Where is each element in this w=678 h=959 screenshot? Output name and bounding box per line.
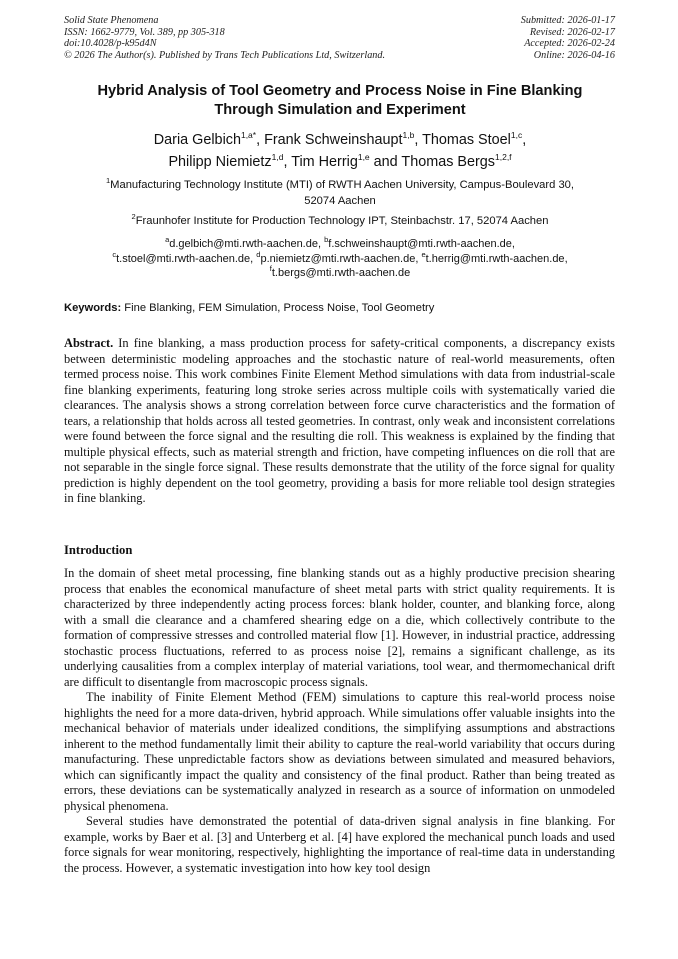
email-key: a <box>165 235 170 244</box>
submission-dates <box>521 15 615 61</box>
affiliation-number: 2 <box>131 212 136 221</box>
author-name: Thomas Stoel <box>422 132 511 148</box>
keywords-label: Keywords: <box>64 302 122 314</box>
email-key: e <box>421 249 426 259</box>
abstract-text: In fine blanking, a mass production process for safety-critical components, a discrepancy exists between deterministic modeling approaches and the stochastic nature of real-world measurements, often termed process noise. This work combines Finite Element Method simulations with data from industrial-scale fine blanking experiments, featuring long stroke series across multiple coils with systematically varied die clearances. The analysis shows a strong correlation between force curve characteristics and the formation of tears, a relationship that holds across all tested geometries. In contrast, only weak and inconsistent correlations were found between the force signal and the resulting die roll. This weakness is explained by the finding that multiple physical effects, such as material strength and friction, have competing influences on die roll that are not separable in the single force signal. These results demonstrate that the utility of the force signal for quality prediction is highly dependent on the tool geometry, providing a basis for more reliable tool design strategies in fine blanking. <box>64 336 615 505</box>
abstract-label: Abstract. <box>64 336 114 350</box>
author-separator: , <box>522 132 527 148</box>
keywords-text: Fine Blanking, FEM Simulation, Process Noise, Tool Geometry <box>121 302 435 314</box>
author-affil-marker: 1,a* <box>240 130 257 140</box>
paper-title <box>40 82 640 120</box>
journal-name: Solid State Phenomena <box>64 15 159 26</box>
email-key: b <box>324 235 329 244</box>
author-affil-marker: 1,2,f <box>495 152 512 162</box>
section-heading-introduction: Introduction <box>64 543 133 557</box>
author-name: Thomas Bergs <box>401 154 495 170</box>
intro-paragraph: The inability of Finite Element Method (FEM) simulations to capture this real-world process noise highlights the need for a more data-driven, hybrid approach. While simulations offer valuable insights into the mechanical behavior of materials under idealized conditions, the simplifying assumptions and abstractions inherent to the method fundamentally limit their ability to capture the real-world variability that occurs during manufacturing. These unpredictable factors show as deviations between simulated and measured behaviors, which can significantly impact the quality and consistency of the final product. Rather than being treated as errors, these deviations can be systematically analyzed in research as a source of information on unmodeled physical phenomena. <box>64 690 615 813</box>
submitted-date: Submitted: 2026-01-17 <box>520 15 615 26</box>
author-name: Tim Herrig <box>291 154 358 170</box>
online-date: Online: 2026-04-16 <box>533 49 615 61</box>
journal-header <box>64 15 385 61</box>
journal-issn: ISSN: 1662-9779, Vol. 389, pp 305-318 <box>64 26 225 38</box>
author-emails <box>40 237 640 281</box>
author-separator: and <box>369 154 402 170</box>
email-line-1: $^a$d.gelbich@mti.rwth-aachen.de, $^b$f.schweinshaupt@mti.rwth-aachen.de, <box>165 235 515 250</box>
author-separator: , <box>256 132 265 148</box>
author-name: Daria Gelbich <box>153 132 241 148</box>
affiliation-text-cont: 52074 Aachen <box>304 195 376 207</box>
email-link[interactable]: p.niemietz@mti.rwth-aachen.de <box>260 252 416 265</box>
journal-copyright: © 2026 The Author(s). Published by Trans Tech Publications Ltd, Switzerland. <box>64 49 386 61</box>
author-line-2 <box>40 151 640 173</box>
author-separator: , <box>414 132 423 148</box>
author-separator: , <box>283 154 292 170</box>
email-key: f <box>269 264 272 273</box>
email-line-2: $^c$t.stoel@mti.rwth-aachen.de, $^d$p.niemietz@mti.rwth-aachen.de, $^e$t.herrig@mti.rwth-aachen.de, <box>112 249 568 265</box>
affiliation-number: 1 <box>105 176 111 185</box>
intro-paragraph: In the domain of sheet metal processing, fine blanking stands out as a highly productive precision shearing process that enables the economical manufacture of sheet metal parts with strict quality requirements. It is characterized by three independently acting process forces: blank holder, counter, and blanking force, along with a small die clearance and a chamfered shearing edge on a die, which collectively contribute to the formation of compressive stresses and controlled material flow [1]. However, in industrial practice, addressing stochastic process fluctuations, referred to as process noise [2], remains a significant challenge, as its underlying causalities from a complex interplay of material variations, tool wear, and thermomechanical drift are difficult to disentangle from macroscopic process signals. <box>64 566 615 689</box>
affiliation-1 <box>40 177 640 209</box>
accepted-date: Accepted: 2026-02-24 <box>524 38 615 50</box>
author-name: Philipp Niemietz <box>168 154 272 170</box>
affiliation-text: Manufacturing Technology Institute (MTI) of RWTH Aachen University, Campus-Boulevard 30, <box>110 179 575 191</box>
author-affil-marker: 1,d <box>271 152 284 162</box>
author-list <box>40 129 640 173</box>
title-line-1: Hybrid Analysis of Tool Geometry and Process Noise in Fine Blanking <box>97 83 583 99</box>
author-affil-marker: 1,e <box>357 152 370 162</box>
email-link[interactable]: t.bergs@mti.rwth-aachen.de <box>271 267 411 279</box>
author-affil-marker: 1,b <box>402 130 415 140</box>
author-name: Frank Schweinshaupt <box>264 132 403 148</box>
abstract <box>64 336 615 507</box>
email-link[interactable]: t.stoel@mti.rwth-aachen.de <box>116 252 251 265</box>
author-affil-marker: 1,c <box>510 130 523 140</box>
email-key: c <box>112 249 117 259</box>
email-link[interactable]: f.schweinshaupt@mti.rwth-aachen.de <box>328 238 512 250</box>
title-line-2: Through Simulation and Experiment <box>214 102 466 118</box>
author-line-1 <box>40 129 640 151</box>
affiliation-2 <box>40 213 640 229</box>
email-link[interactable]: d.gelbich@mti.rwth-aachen.de <box>169 238 318 250</box>
revised-date: Revised: 2026-02-17 <box>529 26 615 38</box>
keywords <box>64 301 624 315</box>
email-key: d <box>256 249 261 259</box>
affiliation-text: Fraunhofer Institute for Production Technology IPT, Steinbachstr. 17, 52074 Aachen <box>135 215 549 227</box>
email-line-3 <box>40 266 640 281</box>
journal-doi[interactable]: doi:10.4028/p-k95d4N <box>64 38 157 50</box>
introduction-body <box>64 566 615 876</box>
intro-paragraph: Several studies have demonstrated the potential of data-driven signal analysis in fine blanking. For example, works by Baer et al. [3] and Unterberg et al. [4] have explored the mechanical punch loads and used force signals for wear monitoring, respectively, highlighting the importance of real-time data in understanding the process. However, a systematic investigation into how key tool design <box>64 814 615 875</box>
email-link[interactable]: t.herrig@mti.rwth-aachen.de <box>425 252 565 265</box>
